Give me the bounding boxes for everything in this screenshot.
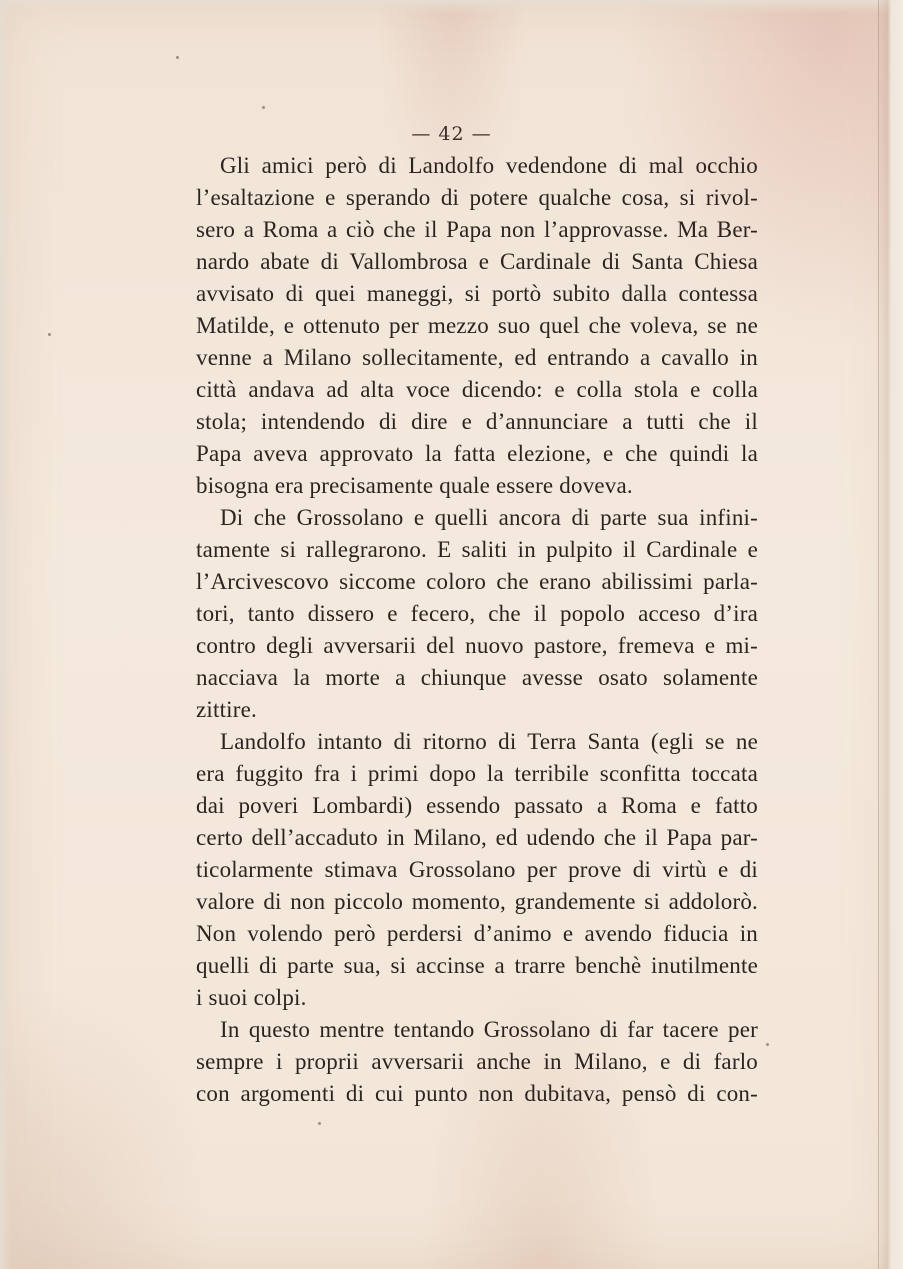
paper-speck — [318, 1122, 321, 1125]
text-line: Landolfo intanto di ritorno di Terra Santa (egli se ne — [220, 729, 758, 754]
text-line: l’Arcivescovo siccome coloro che erano abilissimi parla- — [196, 569, 758, 594]
text-line: era fuggito fra i primi dopo la terribile sconfitta toccata — [196, 761, 758, 786]
text-line: Matilde, e ottenuto per mezzo suo quel che voleva, se ne — [196, 313, 758, 338]
text-line: con argomenti di cui punto non dubitava, pensò di con- — [196, 1081, 758, 1106]
text-line: Di che Grossolano e quelli ancora di parte sua infini- — [220, 505, 758, 530]
text-line: certo dell’accaduto in Milano, ed udendo che il Papa par- — [196, 825, 758, 850]
text-line: ticolarmente stimava Grossolano per prove di virtù e di — [196, 857, 758, 882]
text-line: bisogna era precisamente quale essere doveva. — [196, 473, 633, 498]
page-top-edge — [0, 0, 903, 14]
text-line: Non volendo però perdersi d’animo e avendo fiducia in — [196, 921, 758, 946]
text-line: città andava ad alta voce dicendo: e colla stola e colla — [196, 377, 758, 402]
body-text — [196, 150, 758, 1110]
text-line: tamente si rallegrarono. E saliti in pulpito il Cardinale e — [196, 537, 758, 562]
text-line: venne a Milano sollecitamente, ed entrando a cavallo in — [196, 345, 758, 370]
text-line: sempre i proprii avversarii anche in Milano, e di farlo — [196, 1049, 758, 1074]
text-line: stola; intendendo di dire e d’annunciare a tutti che il — [196, 409, 758, 434]
paper-speck — [176, 56, 179, 59]
text-line: sero a Roma a ciò che il Papa non l’approvasse. Ma Ber- — [196, 217, 758, 242]
text-line: quelli di parte sua, si accinse a trarre benchè inutilmente — [196, 953, 758, 978]
text-line: Gli amici però di Landolfo vedendone di mal occhio — [220, 153, 758, 178]
page-number: — 42 — — [411, 123, 492, 145]
page-right-fold — [877, 0, 903, 1269]
text-line: l’esaltazione e sperando di potere qualche cosa, si rivol- — [196, 185, 758, 210]
text-line: zittire. — [196, 697, 257, 722]
text-line: contro degli avversarii del nuovo pastore, fremeva e mi- — [196, 633, 758, 658]
page-fold-line — [878, 0, 879, 1269]
text-line: avvisato di quei maneggi, si portò subito dalla contessa — [196, 281, 758, 306]
text-line: nacciava la morte a chiunque avesse osato solamente — [196, 665, 758, 690]
page-left-edge — [0, 0, 12, 1269]
text-line: In questo mentre tentando Grossolano di far tacere per — [220, 1017, 758, 1042]
paper-speck — [48, 333, 51, 336]
text-line: Papa aveva approvato la fatta elezione, e che quindi la — [196, 441, 758, 466]
paper-speck — [766, 1043, 769, 1046]
text-line: tori, tanto dissero e fecero, che il popolo acceso d’ira — [196, 601, 758, 626]
paper-speck — [262, 106, 265, 109]
text-line: valore di non piccolo momento, grandemente si addolorò. — [196, 889, 758, 914]
text-line: dai poveri Lombardi) essendo passato a Roma e fatto — [196, 793, 758, 818]
text-line: nardo abate di Vallombrosa e Cardinale di Santa Chiesa — [196, 249, 758, 274]
text-line: i suoi colpi. — [196, 985, 307, 1010]
